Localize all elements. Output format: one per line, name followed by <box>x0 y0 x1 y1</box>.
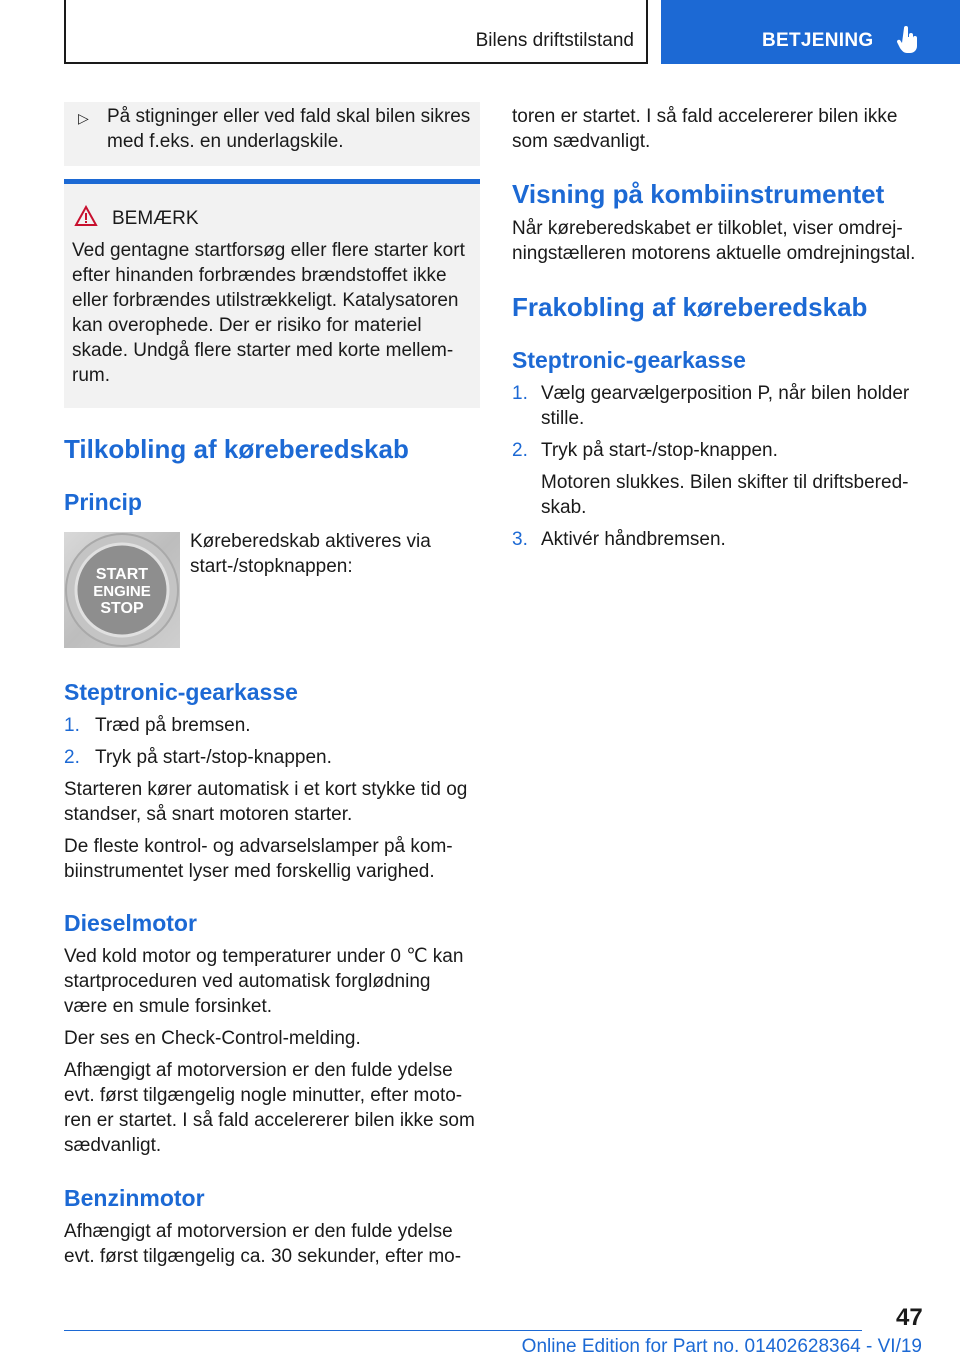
tip-line-2: med f.eks. en underlagskile. <box>107 131 344 152</box>
heading-visning: Visning på kombiinstrumentet <box>512 179 885 209</box>
step3-text: Aktivér håndbremsen. <box>541 529 726 550</box>
warning-line-6: rum. <box>72 365 110 386</box>
princip-line-2: start-/stopknappen: <box>190 556 353 577</box>
diesel-line-1: Ved kold motor og temperaturer under 0 ℃ kan <box>64 946 464 967</box>
warning-line-2: efter hinanden forbrændes brændstoffet ikke <box>72 265 447 286</box>
page-number: 47 <box>896 1304 923 1331</box>
step-number: 1. <box>512 383 528 404</box>
step2-note-2: skab. <box>541 497 587 518</box>
tip-line-1: På stigninger eller ved fald skal bilen sikres <box>107 106 471 127</box>
header-chapter-tab <box>661 0 960 64</box>
diesel-power-2: evt. først tilgængelig nogle minutter, efter moto- <box>64 1085 463 1106</box>
benzin-line-1: Afhængigt af motorversion er den fulde ydelse <box>64 1221 453 1242</box>
step-text: Træd på bremsen. <box>95 715 251 736</box>
step-number: 1. <box>64 715 80 736</box>
warning-line-1: Ved gentagne startforsøg eller flere starter kort <box>72 240 465 261</box>
heading-benzin: Benzinmotor <box>64 1185 205 1211</box>
diesel-power-4: sædvanligt. <box>64 1135 162 1156</box>
heading-diesel: Dieselmotor <box>64 910 197 936</box>
right-cont-1: toren er startet. I så fald accelererer bilen ikke <box>512 106 898 127</box>
warning-line-4: kan overophede. Der er risiko for materiel <box>72 315 422 336</box>
tip-marker: ▷ <box>78 110 89 126</box>
step2-note-1: Motoren slukkes. Bilen skifter til driftsbered- <box>541 472 909 493</box>
step2-text: Tryk på start-/stop-knappen. <box>541 440 778 461</box>
diesel-power-1: Afhængigt af motorversion er den fulde ydelse <box>64 1060 453 1081</box>
heading-frakobling: Frakobling af køreberedskab <box>512 292 868 322</box>
diesel-power-3: ren er startet. I så fald accelererer bilen ikke som <box>64 1110 475 1131</box>
step-text: Tryk på start-/stop-knappen. <box>95 747 332 768</box>
diesel-line-2: startproceduren ved automatisk forglødning <box>64 971 431 992</box>
button-text-3: STOP <box>100 600 144 617</box>
step1-line-2: stille. <box>541 408 585 429</box>
right-cont-2: som sædvanligt. <box>512 131 651 152</box>
para-lamps-2: biinstrumentet lyser med forskellig varighed. <box>64 861 435 882</box>
para-starter-2: standser, så snart motoren starter. <box>64 804 353 825</box>
warning-line-3: eller forbrændes utilstrækkeligt. Katalysatoren <box>72 290 459 311</box>
footer-rule <box>64 1330 862 1331</box>
hand-pointer-icon <box>897 26 919 54</box>
footer-edition: Online Edition for Part no. 01402628364 - VI/19 <box>521 1336 922 1357</box>
para-lamps-1: De fleste kontrol- og advarselslamper på kom- <box>64 836 453 857</box>
start-engine-stop-button-image <box>64 532 180 648</box>
step-number: 3. <box>512 529 528 550</box>
warning-line-5: skade. Undgå flere starter med korte mellem- <box>72 340 454 361</box>
button-text-1: START <box>95 566 149 583</box>
heading-steptronic-left: Steptronic-gearkasse <box>64 679 298 705</box>
para-starter-1: Starteren kører automatisk i et kort stykke tid og <box>64 779 468 800</box>
visning-line-1: Når køreberedskabet er tilkoblet, viser omdrej- <box>512 218 903 239</box>
header-chapter-title: BETJENING <box>762 30 874 51</box>
heading-tilkobling: Tilkobling af køreberedskab <box>64 434 409 464</box>
heading-steptronic-right: Steptronic-gearkasse <box>512 347 746 373</box>
heading-princip: Princip <box>64 489 142 515</box>
visning-line-2: ningstælleren motorens aktuelle omdrejningstal. <box>512 243 916 264</box>
warning-title: BEMÆRK <box>112 208 199 229</box>
diesel-check-control: Der ses en Check-Control-melding. <box>64 1028 361 1049</box>
benzin-line-2: evt. først tilgængelig ca. 30 sekunder, efter mo- <box>64 1246 462 1267</box>
header-section-title: Bilens driftstilstand <box>475 30 634 51</box>
step-number: 2. <box>64 747 80 768</box>
warning-triangle-icon <box>74 205 98 227</box>
header-section-box <box>64 0 648 64</box>
princip-line-1: Køreberedskab aktiveres via <box>190 531 431 552</box>
button-text-2: ENGINE <box>93 583 151 600</box>
diesel-line-3: være en smule forsinket. <box>64 996 273 1017</box>
step1-line-1: Vælg gearvælgerposition P, når bilen holder <box>541 383 910 404</box>
step-number: 2. <box>512 440 528 461</box>
